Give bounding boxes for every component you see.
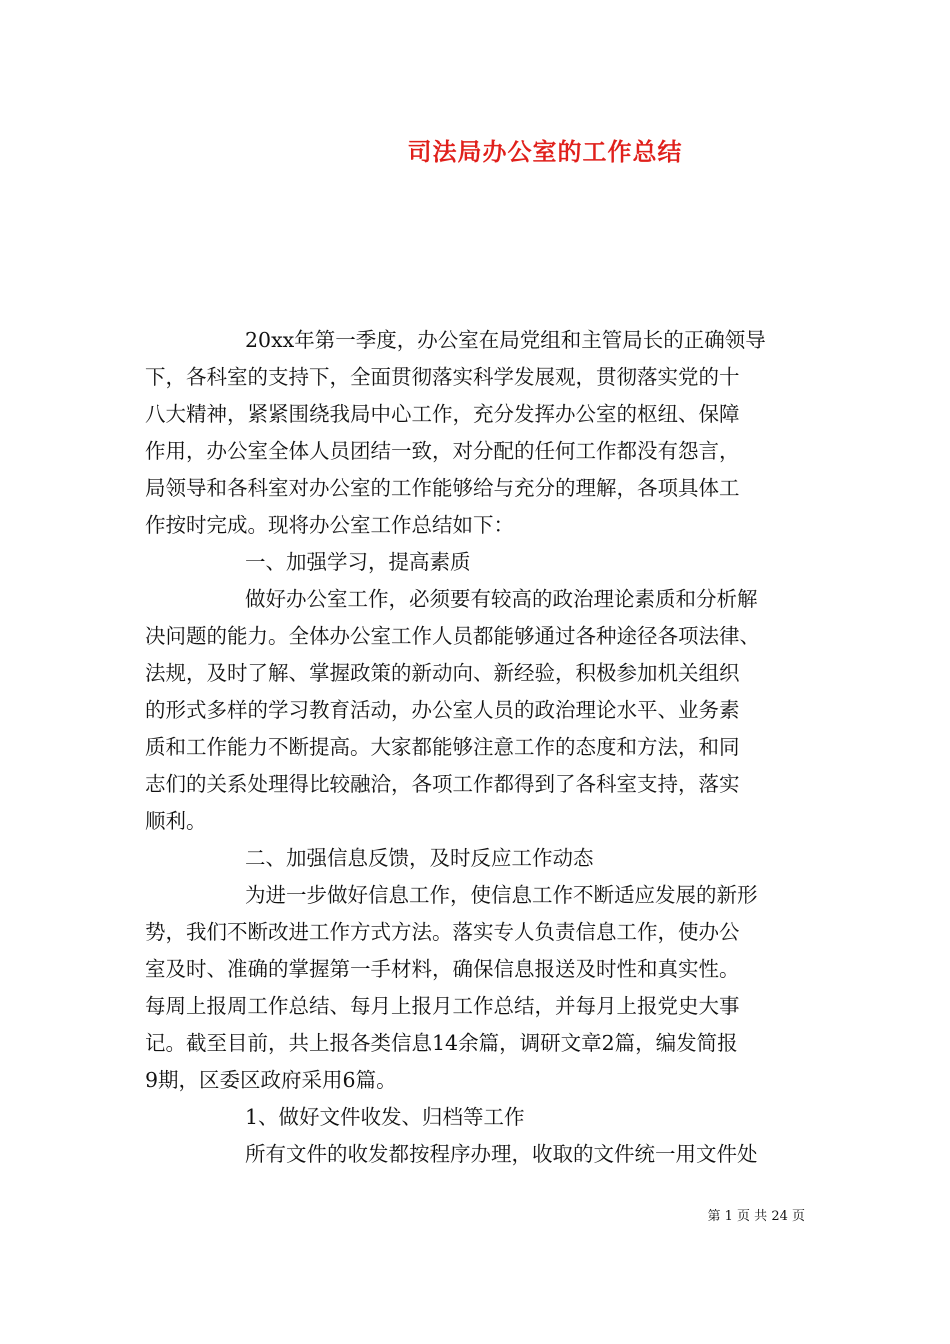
document-title: 司法局办公室的工作总结: [407, 138, 683, 166]
body-line: 做好办公室工作，必须要有较高的政治理论素质和分析解: [245, 587, 758, 611]
body-line: 法规，及时了解、掌握政策的新动向、新经验，积极参加机关组织: [145, 661, 740, 685]
body-line: 每周上报周工作总结、每月上报月工作总结，并每月上报党史大事: [145, 994, 740, 1018]
body-line: 志们的关系处理得比较融洽，各项工作都得到了各科室支持，落实: [145, 772, 740, 796]
body-line: 作用，办公室全体人员团结一致，对分配的任何工作都没有怨言，: [145, 439, 740, 463]
section-heading: 1、做好文件收发、归档等工作: [245, 1105, 525, 1129]
body-line: 下，各科室的支持下，全面贯彻落实科学发展观，贯彻落实党的十: [145, 365, 740, 389]
section-heading: 二、加强信息反馈，及时反应工作动态: [245, 846, 594, 870]
body-line: 顺利。: [145, 809, 207, 833]
page-footer: 第 1 页 共 24 页: [707, 1209, 805, 1224]
body-line: 质和工作能力不断提高。大家都能够注意工作的态度和方法，和同: [145, 735, 740, 759]
body-line: 记。截至目前，共上报各类信息14余篇，调研文章2篇，编发简报: [145, 1031, 738, 1055]
section-heading: 一、加强学习，提高素质: [245, 550, 471, 574]
body-line: 的形式多样的学习教育活动，办公室人员的政治理论水平、业务素: [145, 698, 740, 722]
body-line: 为进一步做好信息工作，使信息工作不断适应发展的新形: [245, 883, 758, 907]
body-line: 20xx年第一季度，办公室在局党组和主管局长的正确领导: [245, 328, 766, 352]
body-line: 势，我们不断改进工作方式方法。落实专人负责信息工作，使办公: [145, 920, 740, 944]
document-body: [145, 322, 807, 1173]
body-line: 所有文件的收发都按程序办理，收取的文件统一用文件处: [245, 1142, 758, 1166]
body-line: 决问题的能力。全体办公室工作人员都能够通过各种途径各项法律、: [145, 624, 760, 648]
body-line: 局领导和各科室对办公室的工作能够给与充分的理解，各项具体工: [145, 476, 740, 500]
body-line: 八大精神，紧紧围绕我局中心工作，充分发挥办公室的枢纽、保障: [145, 402, 740, 426]
body-line: 作按时完成。现将办公室工作总结如下：: [145, 513, 514, 537]
body-line: 室及时、准确的掌握第一手材料，确保信息报送及时性和真实性。: [145, 957, 740, 981]
body-line: 9期，区委区政府采用6篇。: [145, 1068, 397, 1092]
